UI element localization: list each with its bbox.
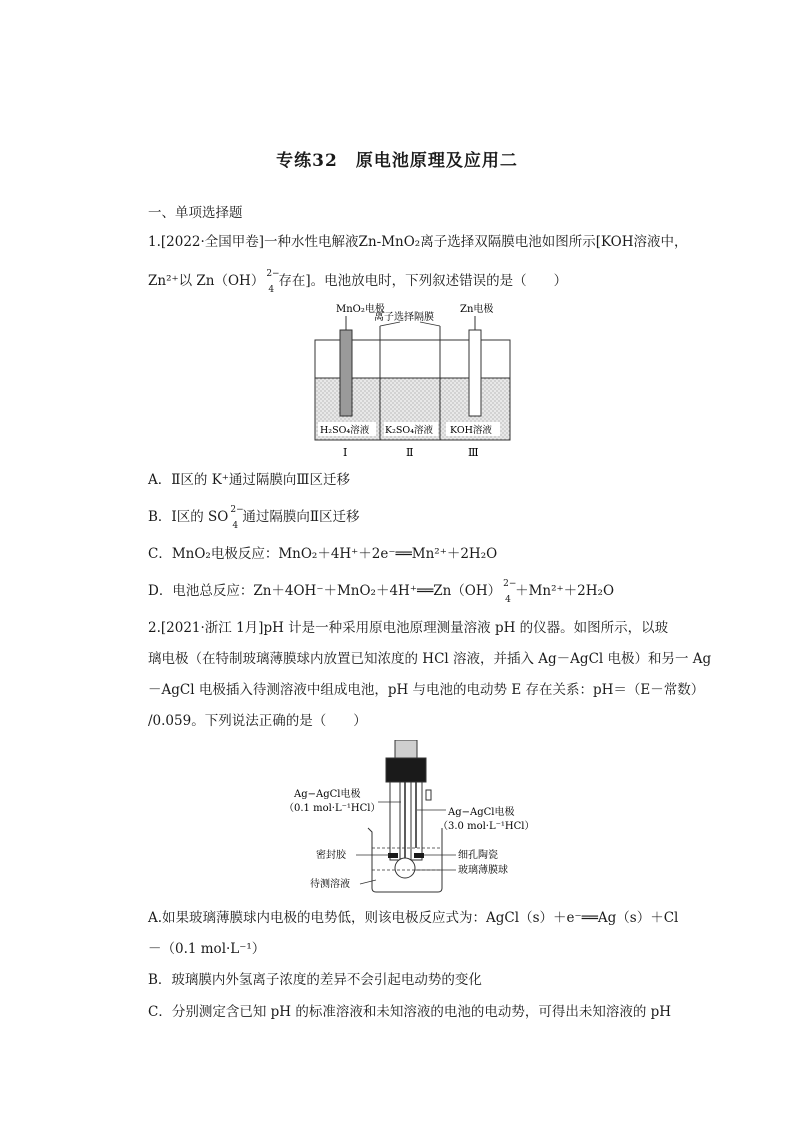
q2-line4: /0.059。下列说法正确的是（ ） bbox=[148, 713, 367, 729]
seal-plug-right bbox=[414, 853, 424, 858]
q1-line1: 1.[2022·全国甲卷]一种水性电解液Zn-MnO₂离子选择双隔膜电池如图所示[KOH溶液中， bbox=[148, 234, 688, 250]
q2-line1: 2.[2021·浙江 1月]pH 计是一种采用原电池原理测量溶液 pH 的仪器。如图所示，以玻 bbox=[148, 620, 669, 636]
q1-option-d: D．电池总反应：Zn＋4OH⁻＋MnO₂＋4H⁺══Zn（OH） 2− 4 ＋Mn²⁺＋2H₂O bbox=[148, 578, 615, 605]
left-electrode-conc: （0.1 mol·L⁻¹HCl） bbox=[284, 803, 381, 814]
q1-option-c: C．MnO₂电极反应：MnO₂＋4H⁺＋2e⁻══Mn²⁺＋2H₂O bbox=[148, 546, 498, 562]
page-title: 专练32 原电池原理及应用二 bbox=[276, 151, 518, 171]
right-electrode-label: Ag−AgCl电极 bbox=[448, 807, 515, 818]
mno2-electrode-label: MnO₂电极 bbox=[336, 304, 385, 315]
seal-plug-left bbox=[388, 853, 398, 858]
q2-line2: 璃电极（在特制玻璃薄膜球内放置已知浓度的 HCl 溶液，并插入 Ag－AgCl 电极）和另一 Ag bbox=[148, 651, 712, 667]
q2-option-b: B．玻璃膜内外氢离子浓度的差异不会引起电动势的变化 bbox=[148, 972, 482, 988]
q2-option-a-line1: A.如果玻璃薄膜球内电极的电势低，则该电极反应式为：AgCl（s）＋e⁻══Ag（s）＋Cl bbox=[148, 910, 679, 926]
section-heading: 一、单项选择题 bbox=[148, 205, 243, 221]
test-solution-label: 待测溶液 bbox=[310, 879, 350, 890]
mno2-electrode bbox=[340, 330, 352, 416]
q2-option-a-line2: －（0.1 mol·L⁻¹） bbox=[148, 941, 266, 957]
ph-meter-diagram bbox=[280, 740, 540, 895]
q2-option-c: C．分别测定含已知 pH 的标准溶液和未知溶液的电池的电动势，可得出未知溶液的 pH bbox=[148, 1004, 672, 1020]
glass-bulb-label: 玻璃薄膜球 bbox=[458, 865, 508, 876]
electrode-cap-top bbox=[395, 740, 417, 758]
solution-label-2: K₂SO₄溶液 bbox=[385, 425, 434, 436]
glass-bulb bbox=[395, 858, 415, 878]
q1-line2-start: Zn²⁺以 Zn（OH） bbox=[148, 273, 265, 289]
ion-notation: 2− 4 bbox=[503, 578, 517, 605]
zone-label-3: Ⅲ bbox=[468, 446, 479, 459]
electrode-cap bbox=[386, 758, 426, 782]
right-electrode-conc: （3.0 mol·L⁻¹HCl） bbox=[438, 821, 535, 832]
battery-diagram bbox=[300, 298, 525, 464]
solution-label-3: KOH溶液 bbox=[450, 425, 492, 436]
q1-line2-end: 存在]。电池放电时，下列叙述错误的是（ ） bbox=[278, 273, 568, 289]
zn-electrode-label: Zn电极 bbox=[460, 304, 494, 315]
q2-line3: －AgCl 电极插入待测溶液中组成电池，pH 与电池的电动势 E 存在关系：pH＝（E－常数） bbox=[148, 682, 705, 698]
q1-line2 bbox=[148, 268, 668, 295]
ion-notation: 2− 4 bbox=[230, 504, 244, 531]
left-electrode-label: Ag−AgCl电极 bbox=[294, 789, 361, 800]
ceramic-label: 细孔陶瓷 bbox=[458, 850, 498, 861]
zn-electrode bbox=[469, 330, 481, 416]
ion-notation: 2− 4 bbox=[266, 268, 280, 295]
zone-label-2: Ⅱ bbox=[406, 446, 414, 459]
solution-label-1: H₂SO₄溶液 bbox=[320, 425, 370, 436]
seal-label: 密封胶 bbox=[316, 850, 346, 861]
membrane-label: 离子选择隔膜 bbox=[374, 312, 434, 323]
q1-option-b: B．Ⅰ区的 SO 2− 4 通过隔膜向Ⅱ区迁移 bbox=[148, 504, 360, 531]
q1-option-a: A．Ⅱ区的 K⁺通过隔膜向Ⅲ区迁移 bbox=[148, 472, 350, 488]
zone-label-1: Ⅰ bbox=[343, 446, 348, 459]
